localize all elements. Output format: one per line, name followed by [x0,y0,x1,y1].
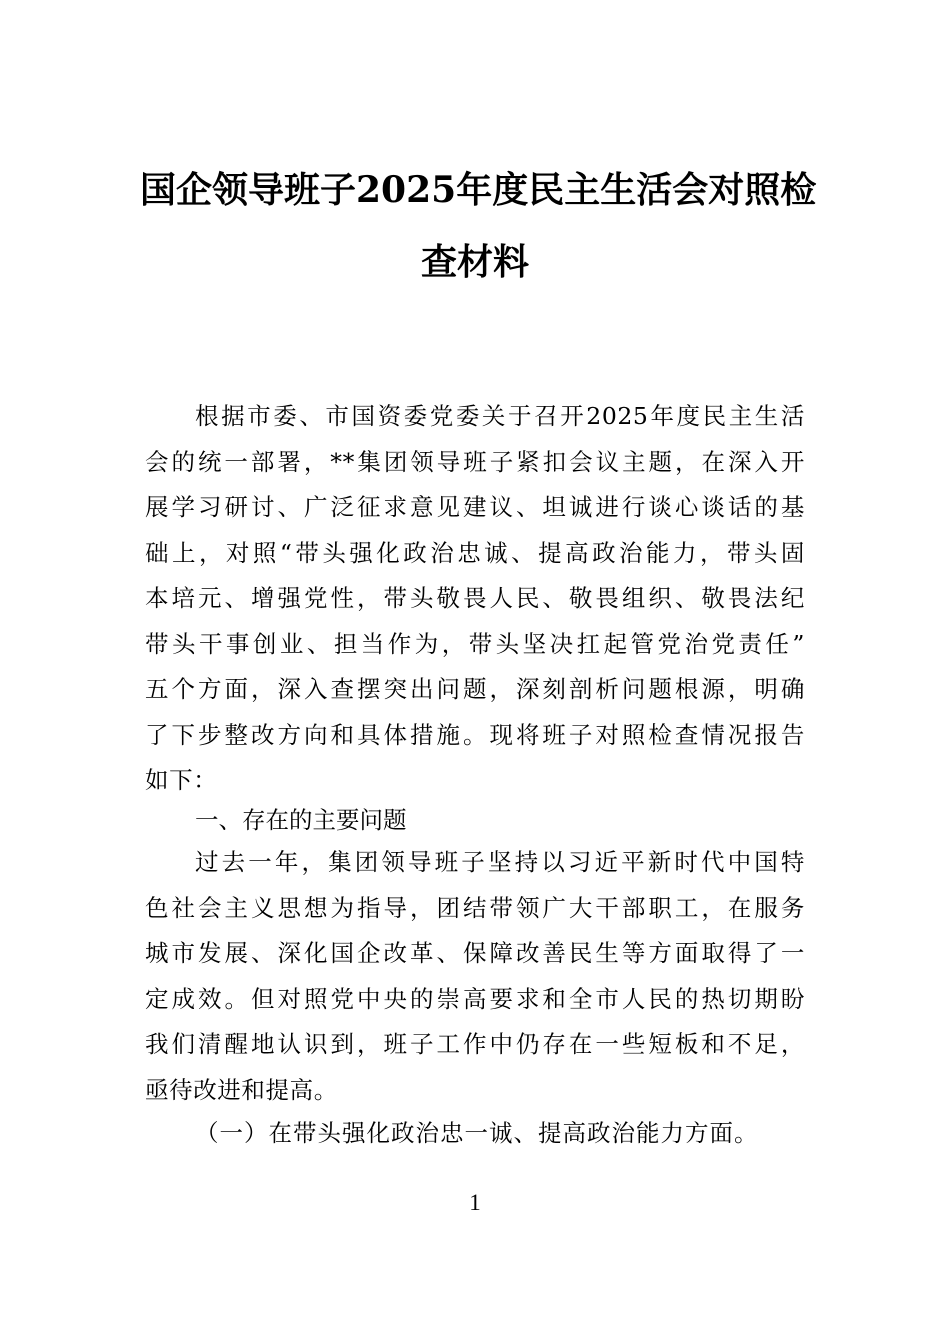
paragraph-line: 会的统一部署，**集团领导班子紧扣会议主题，在深入开 [145,447,805,476]
paragraph-line: 根据市委、市国资委党委关于召开2025年度民主生活 [195,402,805,430]
paragraph-line: 本培元、增强党性，带头敬畏人民、敬畏组织、敬畏法纪 [145,584,805,612]
intro-paragraph [145,394,805,804]
paragraph-line: 定成效。但对照党中央的崇高要求和全市人民的热切期盼 [145,984,805,1013]
page-number: 1 [469,1190,481,1215]
paragraph-line: 色社会主义思想为指导，团结带领广大干部职工，在服务 [145,893,805,922]
section-heading-main-problems: 一、存在的主要问题 [195,806,407,834]
paragraph-line: 亟待改进和提高。 [145,1075,338,1104]
subsection-heading-political-loyalty: （一）在带头强化政治忠一诚、提高政治能力方面。 [195,1119,759,1147]
paragraph-line: 五个方面，深入查摆突出问题，深刻剖析问题根源，明确 [145,675,805,703]
problems-paragraph [145,840,805,1113]
paragraph-line: 带头干事创业、担当作为，带头坚决扛起管党治党责任” [145,629,805,658]
paragraph-line: 城市发展、深化国企改革、保障改善民生等方面取得了一 [145,939,805,967]
paragraph-line: 展学习研讨、广泛征求意见建议、坦诚进行谈心谈话的基 [145,493,805,521]
paragraph-line: 了下步整改方向和具体措施。现将班子对照检查情况报告 [145,720,805,749]
document-title-line-1: 国企领导班子2025年度民主生活会对照检 [140,169,817,211]
paragraph-line: 过去一年，集团领导班子坚持以习近平新时代中国特 [195,848,805,876]
paragraph-line: 础上，对照“带头强化政治忠诚、提高政治能力，带头固 [145,538,805,567]
paragraph-line: 如下： [145,766,218,794]
document-title-line-2: 查材料 [420,241,529,283]
paragraph-line: 我们清醒地认识到，班子工作中仍存在一些短板和不足， [145,1030,805,1058]
